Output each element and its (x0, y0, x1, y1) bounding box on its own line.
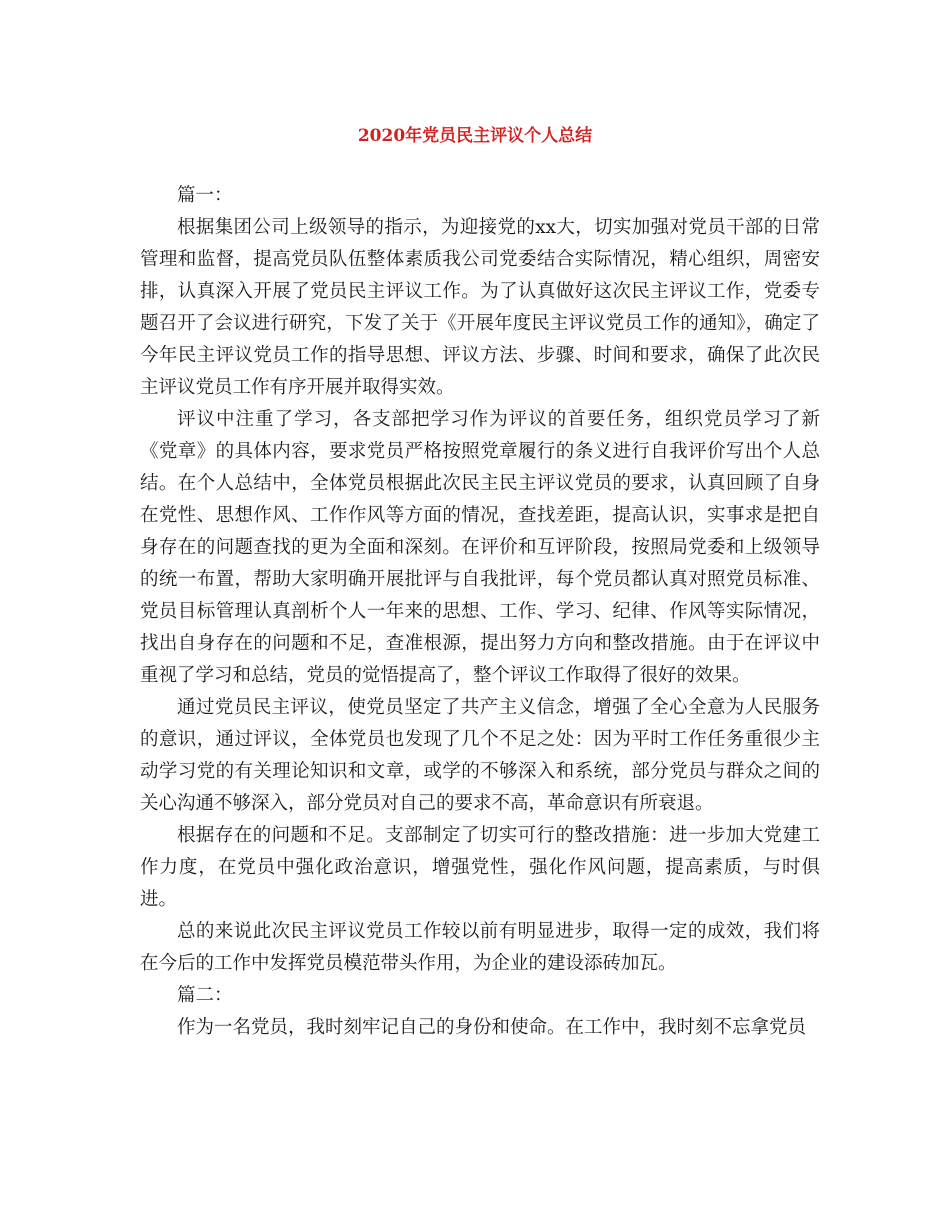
paragraph: 根据集团公司上级领导的指示，为迎接党的xx大，切实加强对党员干部的日常管理和监督，提高党员队伍整体素质我公司党委结合实际情况，精心组织，周密安排，认真深入开展了党员民主评议工作。为了认真做好这次民主评议工作，党委专题召开了会议进行研究，下发了关于《开展年度民主评议党员工作的通知》，确定了今年民主评议党员工作的指导思想、评议方法、步骤、时间和要求，确保了此次民主评议党员工作有序开展并取得实效。 (140, 217, 820, 398)
document-body (140, 180, 820, 1044)
section-heading-2: 篇二： (177, 985, 233, 1006)
paragraph: 作为一名党员，我时刻牢记自己的身份和使命。在工作中，我时刻不忘拿党员 (177, 1017, 807, 1038)
document-title: 2020年党员民主评议个人总结 (357, 126, 593, 146)
paragraph: 根据存在的问题和不足。支部制定了切实可行的整改措施：进一步加大党建工作力度，在党员中强化政治意识，增强党性，强化作风问题，提高素质，与时俱进。 (140, 825, 820, 910)
paragraph: 通过党员民主评议，使党员坚定了共产主义信念，增强了全心全意为人民服务的意识，通过评议，全体党员也发现了几个不足之处：因为平时工作任务重很少主动学习党的有关理论知识和文章，或学的不够深入和系统，部分党员与群众之间的关心沟通不够深入，部分党员对自己的要求不高，革命意识有所衰退。 (140, 697, 820, 814)
section-heading-1: 篇一： (177, 185, 233, 206)
paragraph: 评议中注重了学习，各支部把学习作为评议的首要任务，组织党员学习了新《党章》的具体内容，要求党员严格按照党章履行的条义进行自我评价写出个人总结。在个人总结中，全体党员根据此次民主民主评议党员的要求，认真回顾了自身在党性、思想作风、工作作风等方面的情况，查找差距，提高认识，实事求是把自身存在的问题查找的更为全面和深刻。在评价和互评阶段，按照局党委和上级领导的统一布置，帮助大家明确开展批评与自我批评，每个党员都认真对照党员标准、党员目标管理认真剖析个人一年来的思想、工作、学习、纪律、作风等实际情况，找出自身存在的问题和不足，查准根源，提出努力方向和整改措施。由于在评议中重视了学习和总结，党员的觉悟提高了，整个评议工作取得了很好的效果。 (140, 409, 820, 686)
paragraph: 总的来说此次民主评议党员工作较以前有明显进步，取得一定的成效，我们将在今后的工作中发挥党员模范带头作用，为企业的建设添砖加瓦。 (140, 921, 820, 974)
